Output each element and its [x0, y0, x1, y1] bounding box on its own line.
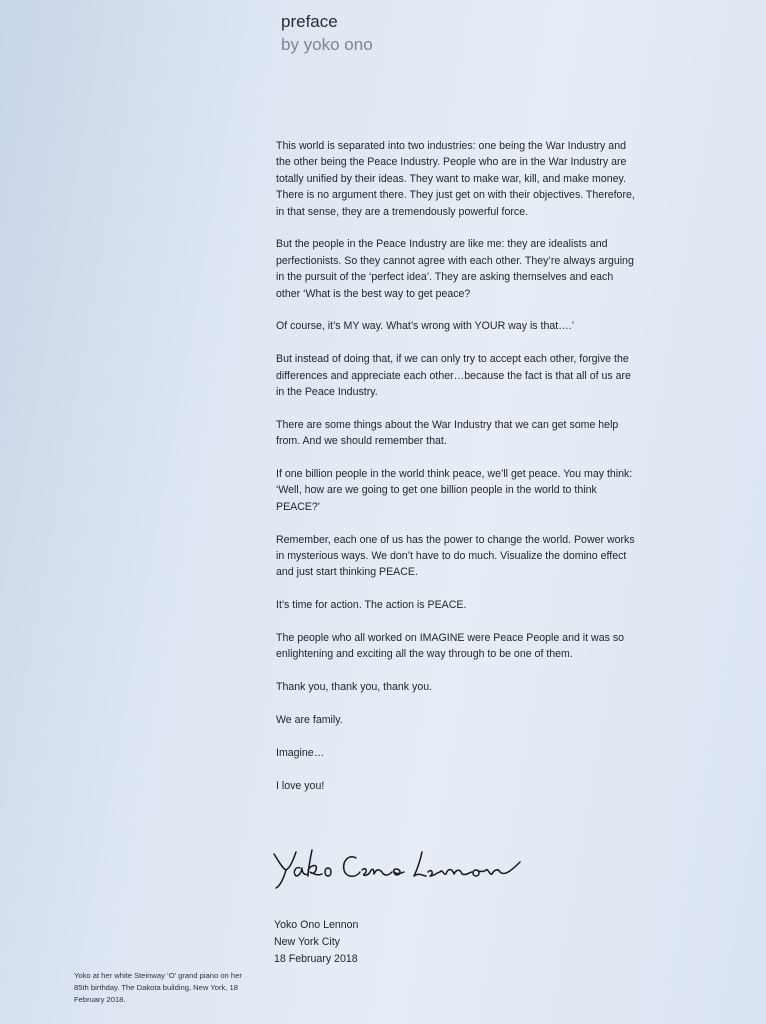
signature-drawing [264, 846, 544, 896]
paragraph: There are some things about the War Industry that we can get some help from. And we should remember that. [276, 418, 619, 448]
handwritten-signature [264, 846, 544, 896]
photo-caption: Yoko at her white Steinway ‘O’ grand piano on her 85th birthday. The Dakota building, New York, 18 February 2018. [74, 971, 242, 1005]
paragraph: But the people in the Peace Industry are like me: they are idealists and perfectionists. So they cannot agree with each other. They’re always arguing in the pursuit of the ‘perfect idea’. They are asking themselves and each other ‘What is the best way to get peace? [276, 238, 634, 300]
paragraph: We are family. [276, 714, 343, 727]
paragraph: Thank you, thank you, thank you. [276, 681, 433, 694]
paragraph: It’s time for action. The action is PEACE. [276, 599, 467, 612]
page-title: preface [281, 12, 338, 31]
author-name: Yoko Ono Lennon [274, 919, 359, 931]
paragraph: Of course, it’s MY way. What’s wrong with YOUR way is that….’ [276, 320, 575, 333]
signature-closing [274, 917, 358, 968]
paragraph: Imagine… [276, 746, 325, 759]
paragraph: The people who all worked on IMAGINE were Peace People and it was so enlightening and exciting all the way through to be one of them. [276, 632, 625, 661]
author-date: 18 February 2018 [274, 953, 358, 965]
page-subtitle: by yoko ono [281, 35, 373, 54]
paragraph: Remember, each one of us has the power to change the world. Power works in mysterious ways. We don’t have to do much. Visualize the domino effect and just start thinking PEACE. [276, 533, 635, 579]
paragraph: But instead of doing that, if we can only try to accept each other, forgive the differences and appreciate each other…because the fact is that all of us are in the Peace Industry. [276, 353, 631, 399]
paragraph: This world is separated into two industries: one being the War Industry and the other being the Peace Industry. People who are in the War Industry are totally unified by their ideas. They want to make war, kill, and make money. There is no argument there. They just get on with their objectives. Therefore, in that sense, they are a tremendously powerful force. [276, 140, 635, 218]
paragraph: If one billion people in the world think peace, we’ll get peace. You may think: ‘Well, how are we going to get one billion people in the world to think PEACE?’ [276, 468, 633, 513]
paragraph: I love you! [276, 779, 325, 792]
preface-body [276, 138, 636, 810]
author-place: New York City [274, 936, 340, 948]
